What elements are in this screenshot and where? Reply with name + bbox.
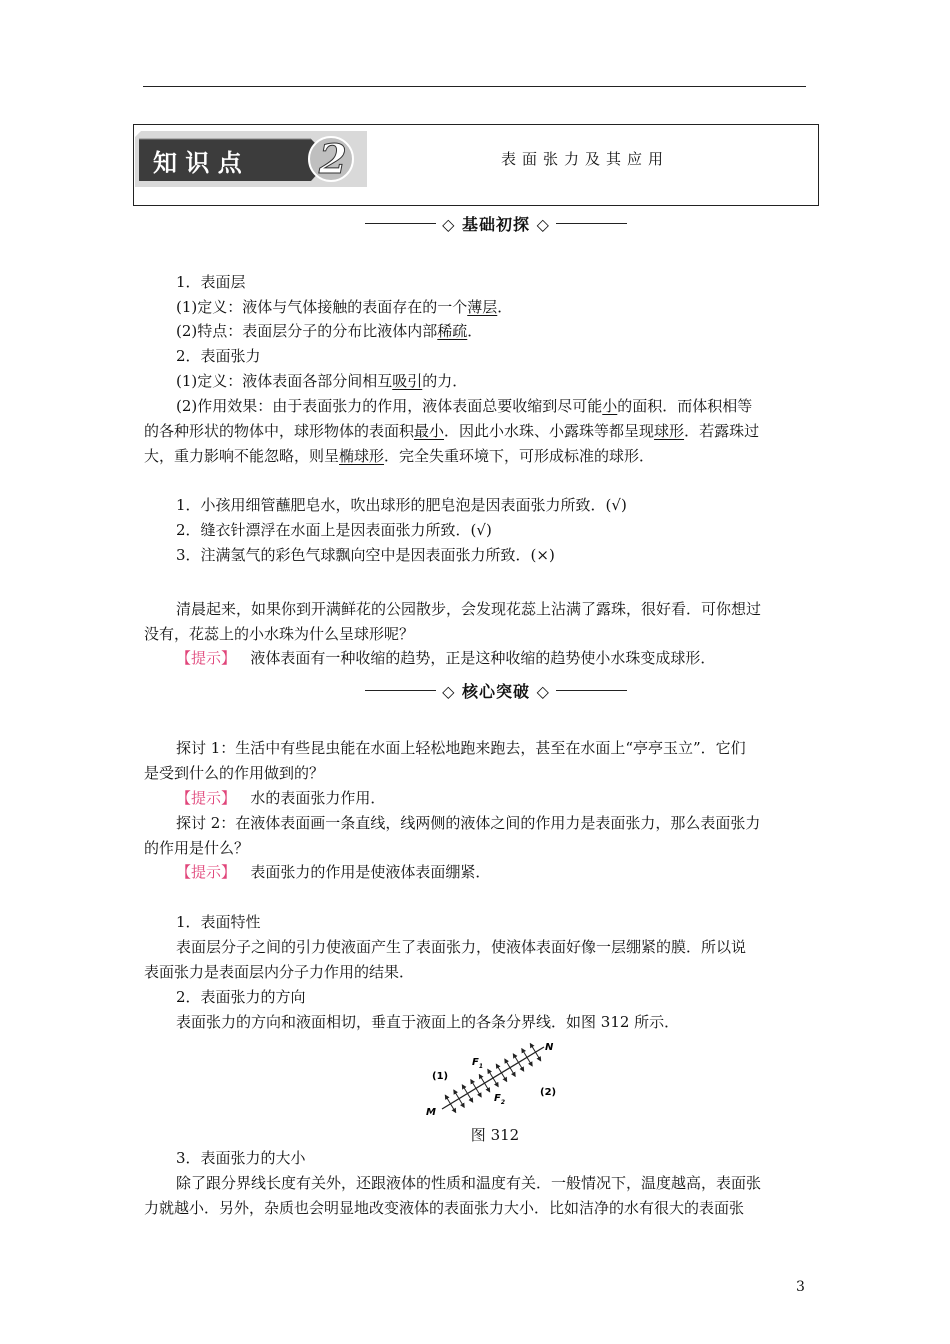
- explore-question: 是受到什么的作用做到的？: [144, 764, 325, 782]
- force-arrow: [502, 1073, 507, 1082]
- force-arrows: [445, 1044, 540, 1113]
- force-arrow: [510, 1068, 515, 1077]
- label-region-1: (1): [432, 1071, 449, 1082]
- text-line: (1)定义：液体与气体接触的表面存在的一个薄层．: [176, 298, 513, 316]
- judgment-item: 2．缝衣针漂浮在水面上是因表面张力所致．(√): [176, 521, 492, 539]
- underlined-answer: 吸引: [392, 372, 423, 390]
- judgment-item: 1．小孩用细管蘸肥皂水，吹出球形的肥皂泡是因表面张力所致．(√): [176, 496, 627, 514]
- text-line: (2)特点：表面层分子的分布比液体内部稀疏．: [176, 322, 483, 340]
- explore-question: 探讨 1：生活中有些昆虫能在水面上轻松地跑来跑去，甚至在水面上“亭亭玉立”．它们: [176, 739, 746, 757]
- force-arrow: [459, 1099, 464, 1108]
- force-arrow: [479, 1075, 484, 1084]
- figure-312-diagram: [420, 1037, 570, 1119]
- topic-title: 表面张力及其应用: [500, 150, 669, 168]
- hint-label: 【提示】: [176, 863, 237, 881]
- label-f1: $F_1$: [472, 1057, 484, 1070]
- text-line: 除了跟分界线长度有关外，还跟液体的性质和温度有关．一般情况下，温度越高，表面张: [176, 1174, 762, 1192]
- heading-tension-magnitude: 3．表面张力的大小: [176, 1149, 306, 1167]
- heading-surface-tension: 2．表面张力: [176, 347, 261, 365]
- heading-surface-layer: 1．表面层: [176, 273, 246, 291]
- hint-label: 【提示】: [176, 789, 237, 807]
- banner-text: 知 识 点: [153, 149, 242, 177]
- explore-question: 探讨 2：在液体表面画一条直线，线两侧的液体之间的作用力是表面张力，那么表面张力: [176, 814, 761, 832]
- label-f2: $F_2$: [494, 1093, 506, 1106]
- force-arrow: [451, 1104, 456, 1113]
- text-line: (2)作用效果：由于表面张力的作用，液体表面总要收缩到尽可能小的面积．而体积相等: [176, 397, 753, 415]
- underlined-answer: 小: [602, 397, 618, 415]
- force-arrow: [476, 1088, 481, 1097]
- force-arrow: [462, 1085, 467, 1094]
- section-header-core: [365, 679, 627, 701]
- knowledge-point-banner: [135, 131, 367, 187]
- section-header-basics: [365, 212, 627, 234]
- section-title: ◇ 核心突破 ◇: [442, 681, 550, 701]
- force-arrow: [485, 1083, 490, 1092]
- judgment-item: 3．注满氢气的彩色气球飘向空中是因表面张力所致．(×): [176, 546, 555, 564]
- label-region-2: (2): [540, 1087, 557, 1098]
- force-arrow: [519, 1063, 524, 1072]
- page-number: 3: [796, 1279, 805, 1295]
- hint-line: 【提示】 表面张力的作用是使液体表面绷紧．: [176, 863, 491, 881]
- think-question: 清晨起来，如果你到开满鲜花的公园散步，会发现花蕊上沾满了露珠，很好看．可你想过: [176, 600, 762, 618]
- label-n: N: [545, 1042, 554, 1053]
- underlined-answer: 最小: [414, 422, 445, 440]
- text-line: 力就越小．另外，杂质也会明显地改变液体的表面张力大小．比如洁净的水有很大的表面张: [144, 1199, 745, 1217]
- force-arrow: [530, 1044, 535, 1053]
- underlined-answer: 球形: [654, 422, 685, 440]
- force-arrow: [522, 1049, 527, 1058]
- underlined-answer: 薄层: [467, 298, 498, 316]
- force-arrow: [496, 1064, 501, 1073]
- hint-label: 【提示】: [176, 649, 237, 667]
- force-arrow: [536, 1052, 541, 1061]
- figure-caption: 图 312: [470, 1126, 520, 1144]
- hint-line: 【提示】 液体表面有一种收缩的趋势，正是这种收缩的趋势使小水珠变成球形．: [176, 649, 716, 667]
- force-arrow: [468, 1094, 473, 1103]
- force-arrow: [445, 1095, 450, 1104]
- text-line: 表面层分子之间的引力使液面产生了表面张力，使液体表面好像一层绷紧的膜．所以说: [176, 938, 747, 956]
- force-arrow: [527, 1057, 532, 1066]
- text-line: 表面张力是表面层内分子力作用的结果．: [144, 963, 415, 981]
- force-arrow: [505, 1059, 510, 1068]
- heading-tension-direction: 2．表面张力的方向: [176, 988, 306, 1006]
- text-line: (1)定义：液体表面各部分间相互吸引的力．: [176, 372, 468, 390]
- section-title: ◇ 基础初探 ◇: [442, 214, 550, 234]
- explore-question: 的作用是什么？: [144, 839, 250, 857]
- underlined-answer: 椭球形: [339, 447, 385, 465]
- underlined-answer: 稀疏: [437, 322, 468, 340]
- think-question: 没有，花蕊上的小水珠为什么呈球形呢？: [144, 625, 415, 643]
- text-line: 表面张力的方向和液面相切，垂直于液面上的各条分界线．如图 312 所示．: [176, 1013, 680, 1031]
- force-arrow: [488, 1069, 493, 1078]
- text-line: 的各种形状的物体中，球形物体的表面积最小．因此小水珠、小露珠等都呈现球形．若露珠过: [144, 422, 760, 440]
- force-arrow: [454, 1090, 459, 1099]
- force-arrow: [513, 1054, 518, 1063]
- banner-number: 2: [319, 136, 347, 183]
- top-rule: [143, 86, 806, 87]
- force-arrow: [471, 1080, 476, 1089]
- hint-line: 【提示】 水的表面张力作用．: [176, 789, 386, 807]
- force-arrow: [493, 1078, 498, 1087]
- label-m: M: [426, 1107, 436, 1118]
- heading-surface-property: 1．表面特性: [176, 913, 261, 931]
- text-line: 大，重力影响不能忽略，则呈椭球形．完全失重环境下，可形成标准的球形．: [144, 447, 655, 465]
